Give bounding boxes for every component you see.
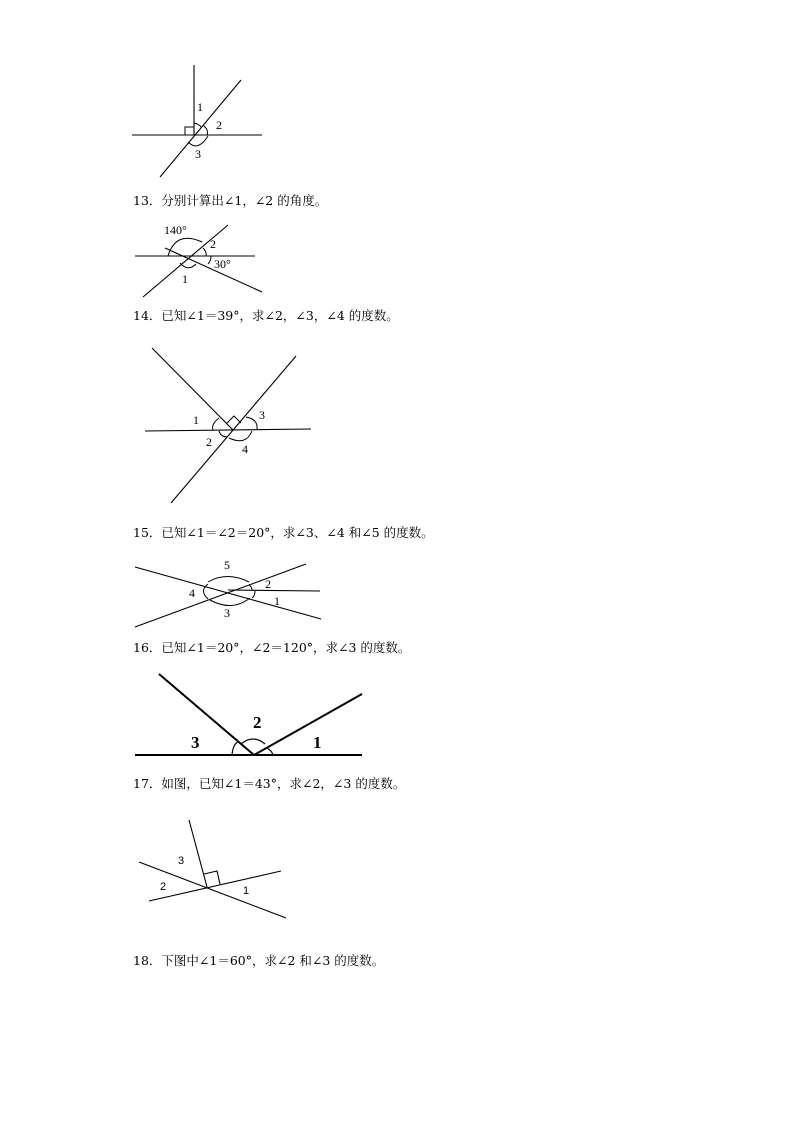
q14-angle-arc-3 [246,417,257,429]
q13-label-140: 140° [164,223,187,237]
q17-label-3: 3 [178,855,185,867]
q14-angle-arc-2 [219,431,227,437]
figure-q14 [0,340,340,510]
q17-flat-line [149,871,281,901]
q14-label-2: 2 [206,435,212,449]
q16-label-3: 3 [191,733,200,752]
q16-angle-arc-1 [267,748,273,755]
question-17: 17．如图，已知∠1＝43°，求∠2，∠3 的度数。 [133,776,406,791]
q12-diagonal-line [160,80,241,177]
question-13: 13．分别计算出∠1，∠2 的角度。 [133,193,328,208]
q16-left-ray [159,674,254,755]
q15-horizontal-ray [228,590,320,591]
q14-label-1: 1 [193,413,199,427]
q13-label-1: 1 [182,272,188,286]
q14-label-4: 4 [242,442,248,456]
q15-label-5: 5 [224,558,230,572]
q16-right-ray [254,694,362,755]
question-15: 15．已知∠1＝∠2＝20°，求∠3、∠4 和∠5 的度数。 [133,525,434,540]
q15-label-1: 1 [274,594,280,608]
q14-angle-arc-1 [213,418,219,430]
q17-right-angle-mark [204,871,220,884]
q15-label-4: 4 [189,586,195,600]
figure-q12 [0,60,300,180]
q12-label-1: 1 [197,100,203,114]
q13-label-30: 30° [214,257,231,271]
q13-angle-arc-30 [208,256,211,264]
q12-angle-arc-1 [194,123,201,127]
q16-label-2: 2 [253,713,262,732]
q17-ray [189,820,207,887]
q16-angle-arc-2 [241,739,265,744]
q15-angle-arc-2 [249,585,252,590]
q17-label-1: 1 [243,885,250,897]
q12-angle-arc-2 [203,125,208,135]
q14-angle-arc-4 [229,431,252,441]
figure-q17 [0,812,320,927]
q15-angle-arc-5 [208,577,249,583]
q13-angle-arc-140 [168,238,202,256]
q14-right-angle-mark [227,416,241,423]
q15-rising-line [135,564,306,627]
q15-label-3: 3 [224,606,230,620]
q14-label-3: 3 [259,408,265,422]
question-14: 14．已知∠1＝39°，求∠2，∠3，∠4 的度数。 [133,308,399,323]
q17-label-2: 2 [160,881,167,893]
figure-q15 [0,555,340,635]
q13-angle-arc-2 [203,248,206,256]
q12-label-3: 3 [195,147,201,161]
q14-horizontal-line [145,429,311,431]
q12-angle-arc-3 [188,136,208,146]
q12-right-angle-mark [185,127,194,135]
figure-q16 [0,665,380,765]
q13-label-2: 2 [210,237,216,251]
q15-angle-arc-3 [210,598,250,606]
figure-q13 [0,215,300,305]
q16-label-1: 1 [313,733,322,752]
q15-label-2: 2 [265,577,271,591]
q12-label-2: 2 [216,118,222,132]
question-16: 16．已知∠1＝20°，∠2＝120°，求∠3 的度数。 [133,640,411,655]
q16-angle-arc-3 [232,742,238,755]
q15-angle-arc-1 [252,591,255,598]
question-18: 18．下图中∠1＝60°，求∠2 和∠3 的度数。 [133,953,385,968]
